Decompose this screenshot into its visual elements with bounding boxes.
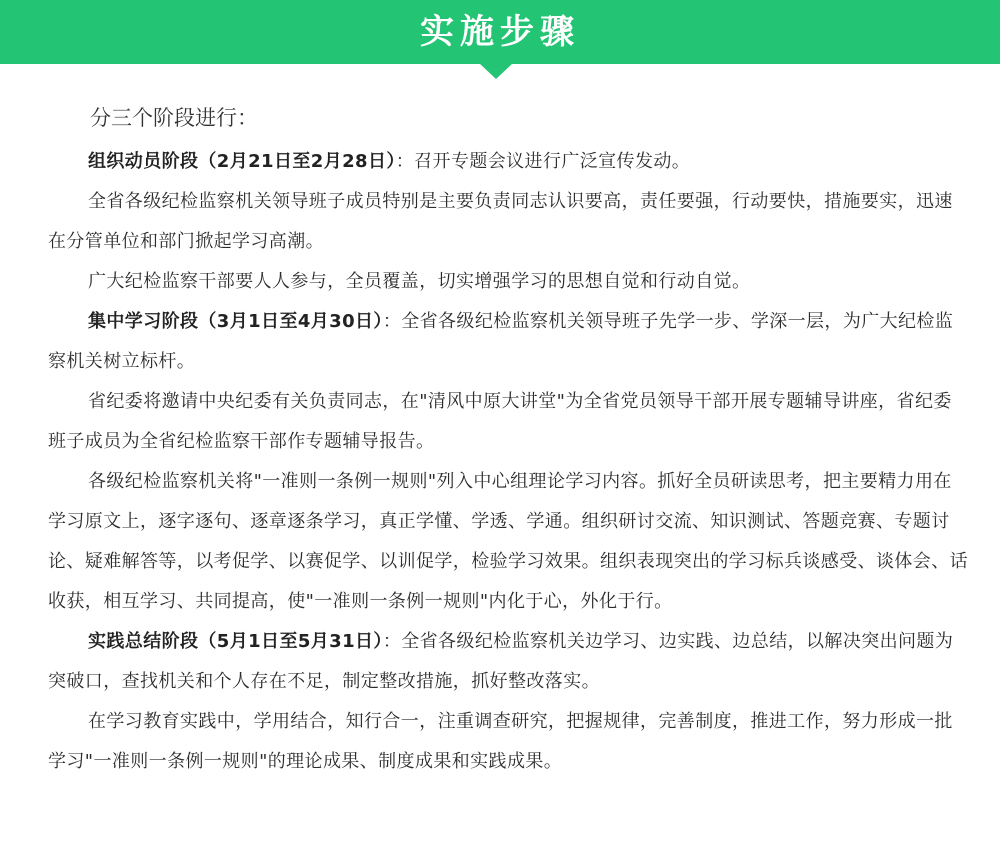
- paragraph-text: 全省各级纪检监察机关领导班子成员特别是主要负责同志认识要高，责任要强，行动要快，措施要实，迅速在分管单位和部门掀起学习高潮。: [48, 191, 953, 252]
- paragraph-text: ：全省各级纪检监察机关领导班子先学一步、学深一层，为广大纪检监察机关树立标杆。: [48, 311, 954, 372]
- paragraph-text: 省纪委将邀请中央纪委有关负责同志，在"清风中原大讲堂"为全省党员领导干部开展专题辅导讲座，省纪委班子成员为全省纪检监察干部作专题辅导报告。: [48, 391, 952, 452]
- article-body: [48, 98, 968, 782]
- paragraph-text: 在学习教育实践中，学用结合，知行合一，注重调查研究，把握规律，完善制度，推进工作，努力形成一批学习"一准则一条例一规则"的理论成果、制度成果和实践成果。: [48, 711, 953, 772]
- paragraph-practice-summary-stage: [48, 622, 968, 702]
- paragraph-cadre-participation: [48, 262, 968, 302]
- paragraph-practice-results: [48, 702, 968, 782]
- paragraph-study-content: [48, 462, 968, 622]
- paragraph-mobilization-stage: [48, 142, 968, 182]
- paragraph-focused-study-stage: [48, 302, 968, 382]
- paragraph-leadership-requirement: [48, 182, 968, 262]
- paragraph-text: 各级纪检监察机关将"一准则一条例一规则"列入中心组理论学习内容。抓好全员研读思考，把主要精力用在学习原文上，逐字逐句、逐章逐条学习，真正学懂、学透、学通。组织研讨交流、知识测试、答题竞赛、专题讨论、疑难解答等，以考促学、以赛促学、以训促学，检验学习效果。组织表现突出的学习标兵谈感受、谈体会、话收获，相互学习、共同提高，使"一准则一条例一规则"内化于心，外化于行。: [48, 471, 968, 612]
- stage-heading-practice-summary: 实践总结阶段（5月1日至5月31日）: [88, 631, 383, 652]
- paragraph-text: ：召开专题会议进行广泛宣传发动。: [395, 151, 691, 172]
- section-title: 实施步骤: [420, 12, 580, 52]
- paragraph-lecture: [48, 382, 968, 462]
- banner-pointer-arrow: [479, 63, 513, 79]
- paragraph-text: ：全省各级纪检监察机关边学习、边实践、边总结，以解决突出问题为突破口，查找机关和个人存在不足，制定整改措施，抓好整改落实。: [48, 631, 954, 692]
- paragraph-text: 广大纪检监察干部要人人参与，全员覆盖，切实增强学习的思想自觉和行动自觉。: [88, 271, 751, 292]
- stage-heading-mobilization: 组织动员阶段（2月21日至2月28日）: [88, 151, 396, 172]
- stage-heading-focused-study: 集中学习阶段（3月1日至4月30日）: [88, 311, 383, 332]
- intro-text: 分三个阶段进行：: [90, 106, 258, 130]
